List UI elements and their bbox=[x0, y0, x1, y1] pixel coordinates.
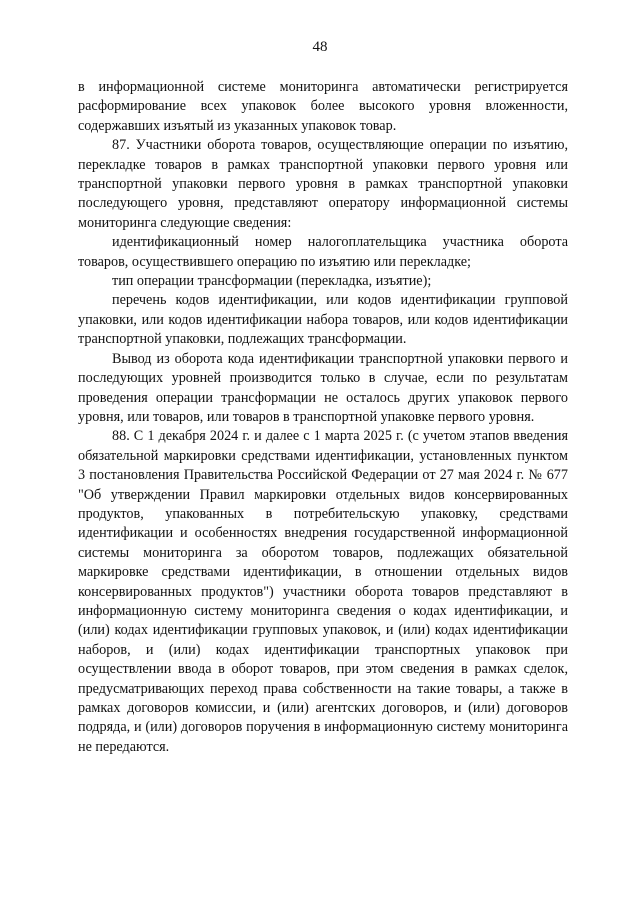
paragraph-88: 88. С 1 декабря 2024 г. и далее с 1 марта 2025 г. (с учетом этапов введения обязательной маркировки средствами идентификации, установленных пунктом 3 постановления Правительства Российской Федерации от 27 мая 2024 г. № 677 "Об утверждении Правил маркировки отдельных видов консервированных продуктов, упакованных в потребительскую упаковку, средствами идентификации и особенностях внедрения государственной информационной системы мониторинга за оборотом товаров, подлежащих обязательной маркировке средствами идентификации, в отношении отдельных видов консервированных продуктов") участники оборота товаров представляют в информационную систему мониторинга сведения о кодах идентификации, и (или) кодах идентификации групповых упаковок, и (или) кодах идентификации наборов, и (или) кодах идентификации транспортных упаковок при осуществлении ввода в оборот товаров, при этом сведения в рамках сделок, предусматривающих переход права собственности на такие товары, а также в рамках договоров комиссии, и (или) агентских договоров, и (или) договоров подряда, и (или) договоров поручения в информационную систему мониторинга не передаются. bbox=[78, 428, 568, 755]
document-body bbox=[78, 78, 568, 757]
paragraph-continuation: в информационной системе мониторинга автоматически регистрируется расформирование всех упаковок более высокого уровня вложенности, содержавших изъятый из указанных упаковок товар. bbox=[78, 79, 568, 134]
paragraph-87: 87. Участники оборота товаров, осуществляющие операции по изъятию, перекладке товаров в рамках транспортной упаковки первого уровня или транспортной упаковки первого уровня в рамках транспортной упаковки последующего уровня, представляют оператору информационной системы мониторинга следующие сведения: bbox=[78, 137, 568, 231]
paragraph-code-list: перечень кодов идентификации, или кодов идентификации групповой упаковки, или кодов идентификации набора товаров, или кодов идентификации транспортной упаковки, подлежащих трансформации. bbox=[78, 292, 568, 348]
paragraph-taxpayer-number: идентификационный номер налогоплательщика участника оборота товаров, осуществившего операцию по изъятию или перекладке; bbox=[78, 234, 568, 270]
paragraph-withdrawal: Вывод из оборота кода идентификации транспортной упаковки первого и последующих уровней производится только в случае, если по результатам проведения операции трансформации не осталось других упаковок первого уровня, или товаров, или товаров в транспортной упаковке первого уровня. bbox=[78, 350, 568, 425]
paragraph-operation-type: тип операции трансформации (перекладка, изъятие); bbox=[112, 273, 432, 290]
page-number: 48 bbox=[312, 39, 328, 55]
